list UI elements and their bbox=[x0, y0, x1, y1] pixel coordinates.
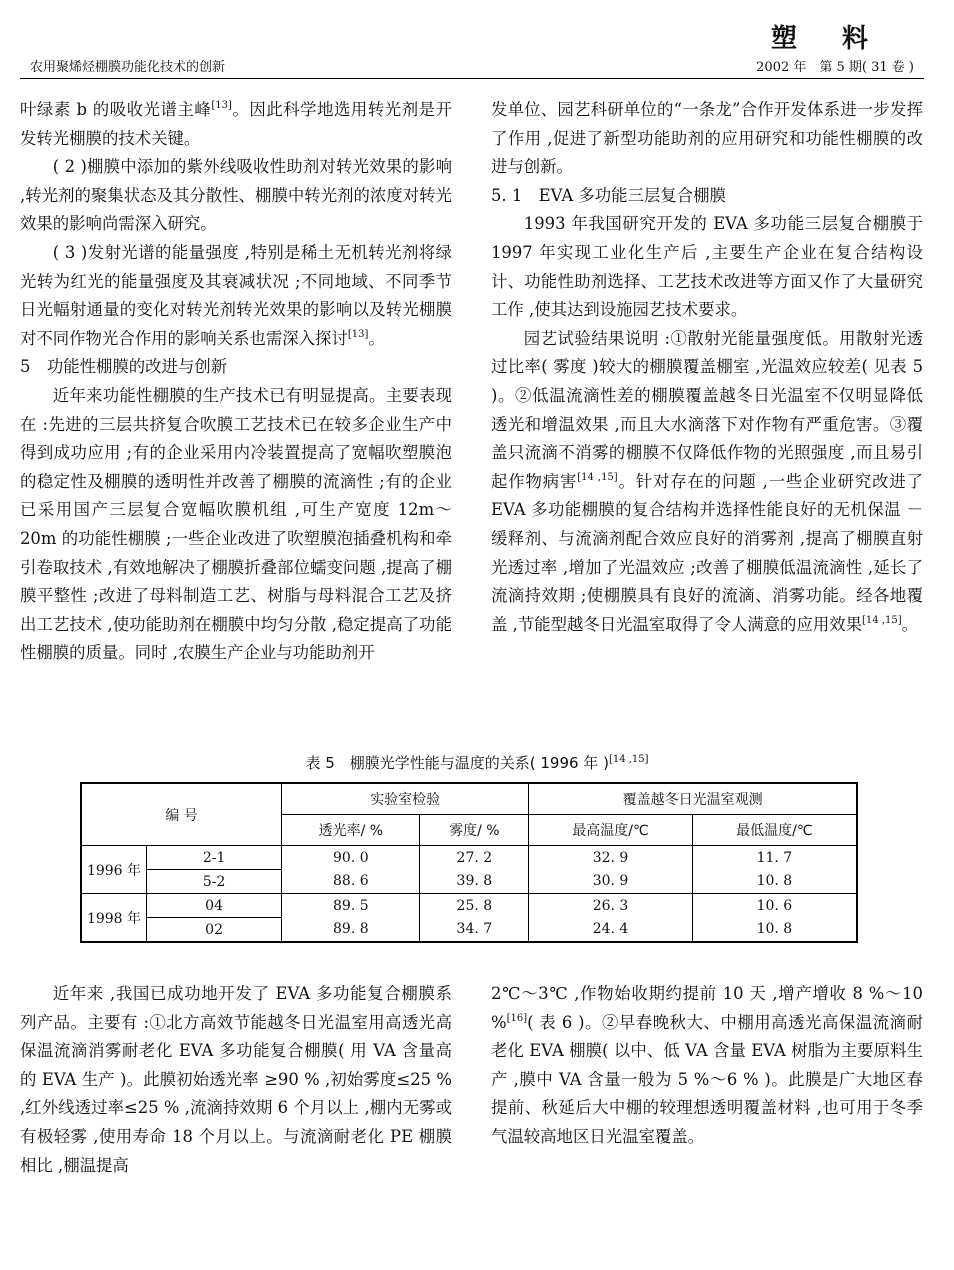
cell-id: 5-2 bbox=[147, 870, 282, 894]
paragraph: 1993 年我国研究开发的 EVA 多功能三层复合棚膜于 1997 年实现工业化生产后 ,主要生产企业在复合结构设计、功能性助剂选择、工艺技术改进等方面又作了大量研究工作 ,使其达到设施园艺技术要求。 bbox=[491, 214, 923, 320]
cell: 26. 3 bbox=[529, 894, 693, 918]
table-caption: 表 5 棚膜光学性能与温度的关系( 1996 年 )[14 ,15] bbox=[305, 754, 649, 772]
cell: 25. 8 bbox=[420, 894, 529, 918]
cell-id: 02 bbox=[147, 918, 282, 943]
cell: 34. 7 bbox=[420, 918, 529, 943]
table-row bbox=[81, 918, 857, 943]
running-title: 农用聚烯烃棚膜功能化技术的创新 bbox=[30, 60, 226, 75]
cell: 10. 8 bbox=[692, 918, 857, 943]
paragraph: 近年来 ,我国已成功地开发了 EVA 多功能复合棚膜系列产品。主要有 :①北方高效节能越冬日光温室用高透光高保温流滴消雾耐老化 EVA 多功能复合棚膜( 用 VA 含量高的 EVA 生产 )。此膜初始透光率 ≥90 % ,初始雾度≤25 % ,红外线透过率≤25 % ,流滴持效期 6 个月以上 ,棚内无雾或有极轻雾 ,使用寿命 18 个月以上。与流滴耐老化 PE 棚膜相比 ,棚温提高 bbox=[20, 984, 452, 1175]
section-heading: 5 功能性棚膜的改进与创新 bbox=[20, 357, 228, 377]
header-lab: 实验室检验 bbox=[282, 783, 529, 815]
cell: 39. 8 bbox=[420, 870, 529, 894]
cell: 10. 8 bbox=[692, 870, 857, 894]
paragraph: ( 2 )棚膜中添加的紫外线吸收性助剂对转光效果的影响 ,转光剂的聚集状态及其分散性、棚膜中转光剂的浓度对转光效果的影响尚需深入研究。 bbox=[20, 157, 452, 234]
cell-year: 1998 年 bbox=[81, 894, 147, 943]
table-row bbox=[81, 846, 857, 870]
cell: 30. 9 bbox=[529, 870, 693, 894]
cell: 24. 4 bbox=[529, 918, 693, 943]
paragraph: 园艺试验结果说明 :①散射光能量强度低。用散射光透过比率( 雾度 )较大的棚膜覆盖棚室 ,光温效应较差( 见表 5 )。②低温流滴性差的棚膜覆盖越冬日光温室不仅明显降低透光和增温效果 ,而且大水滴落下对作物有严重危害。③覆盖只流滴不消雾的棚膜不仅降低作物的光照强度 ,而且易引起作物病害[14 ,15]。针对存在的问题 ,一些企业研究改进了 EVA 多功能棚膜的复合结构并选择性能良好的无机保温 － 缓释剂、与流滴剂配合效应良好的消雾剂 ,提高了棚膜直射光透过率 ,增加了光温效应 ;改善了棚膜低温流滴性 ,延长了流滴持效期 ;使棚膜具有良好的流滴、消雾功能。经各地覆盖 ,节能型越冬日光温室取得了令人满意的应用效果[14 ,15]。 bbox=[491, 328, 924, 634]
cell: 89. 8 bbox=[282, 918, 420, 943]
header-tmin: 最低温度/℃ bbox=[692, 815, 857, 846]
header-tmax: 最高温度/℃ bbox=[529, 815, 693, 846]
section-heading: 5. 1 EVA 多功能三层复合棚膜 bbox=[491, 185, 726, 205]
paragraph: 近年来功能性棚膜的生产技术已有明显提高。主要表现在 :先进的三层共挤复合吹膜工艺技术已在较多企业生产中得到成功应用 ;有的企业采用内冷装置提高了宽幅吹塑膜泡的稳定性及棚膜的透明性并改善了棚膜的流滴性 ;有的企业已采用国产三层复合宽幅吹膜机组 ,可生产宽度 12m～20m 的功能性棚膜 ;一些企业改进了吹塑膜泡插叠机构和牵引卷取技术 ,有效地解决了棚膜折叠部位蠕变问题 ,提高了棚膜平整性 ;改进了母料制造工艺、树脂与母料混合工艺及挤出工艺技术 ,使功能助剂在棚膜中均匀分散 ,稳定提高了功能性棚膜的质量。同时 ,农膜生产企业与功能助剂开 bbox=[20, 385, 452, 663]
paragraph: ( 3 )发射光谱的能量强度 ,特别是稀土无机转光剂将绿光转为红光的能量强度及其衰减状况 ;不同地域、不同季节日光幅射通量的变化对转光剂转光效果的影响以及转光棚膜对不同作物光合作用的影响关系也需深入探讨[13]。 bbox=[20, 242, 452, 348]
cell-id: 04 bbox=[147, 894, 282, 918]
cell-id: 2-1 bbox=[147, 846, 282, 870]
cell: 90. 0 bbox=[282, 846, 420, 870]
cell: 88. 6 bbox=[282, 870, 420, 894]
paragraph: 2℃～3℃ ,作物始收期约提前 10 天 ,增产增收 8 %～10 %[16]( 表 6 )。②早春晚秋大、中棚用高透光高保温流滴耐老化 EVA 棚膜( 以中、低 VA 含量 EVA 树脂为主要原料生产 ,膜中 VA 含量一般为 5 %～6 % )。此膜是广大地区春提前、秋延后大中棚的较理想透明覆盖材料 ,也可用于冬季气温较高地区日光温室覆盖。 bbox=[491, 984, 923, 1146]
journal-name: 塑 料 bbox=[770, 24, 886, 54]
header-id: 编 号 bbox=[81, 783, 282, 846]
cell: 11. 7 bbox=[692, 846, 857, 870]
issue-info: 2002 年 第 5 期( 31 卷 ) bbox=[756, 60, 914, 75]
column-left-bottom bbox=[20, 980, 452, 1180]
data-table bbox=[80, 782, 858, 943]
header-haze: 雾度/ % bbox=[420, 815, 529, 846]
column-right-top bbox=[491, 96, 923, 639]
paragraph: 叶绿素 b 的吸收光谱主峰[13]。因此科学地选用转光剂是开发转光棚膜的技术关键。 bbox=[20, 100, 452, 148]
cell: 27. 2 bbox=[420, 846, 529, 870]
header-field: 覆盖越冬日光温室观测 bbox=[529, 783, 857, 815]
paragraph: 发单位、园艺科研单位的“一条龙”合作开发体系进一步发挥了作用 ,促进了新型功能助剂的应用研究和功能性棚膜的改进与创新。 bbox=[491, 100, 923, 177]
column-right-bottom bbox=[491, 980, 923, 1152]
cell: 32. 9 bbox=[529, 846, 693, 870]
cell-year: 1996 年 bbox=[81, 846, 147, 894]
column-left-top bbox=[20, 96, 452, 668]
header-trans: 透光率/ % bbox=[282, 815, 420, 846]
table-row bbox=[81, 870, 857, 894]
header-rule bbox=[20, 78, 924, 79]
cell: 10. 6 bbox=[692, 894, 857, 918]
cell: 89. 5 bbox=[282, 894, 420, 918]
table-row bbox=[81, 894, 857, 918]
